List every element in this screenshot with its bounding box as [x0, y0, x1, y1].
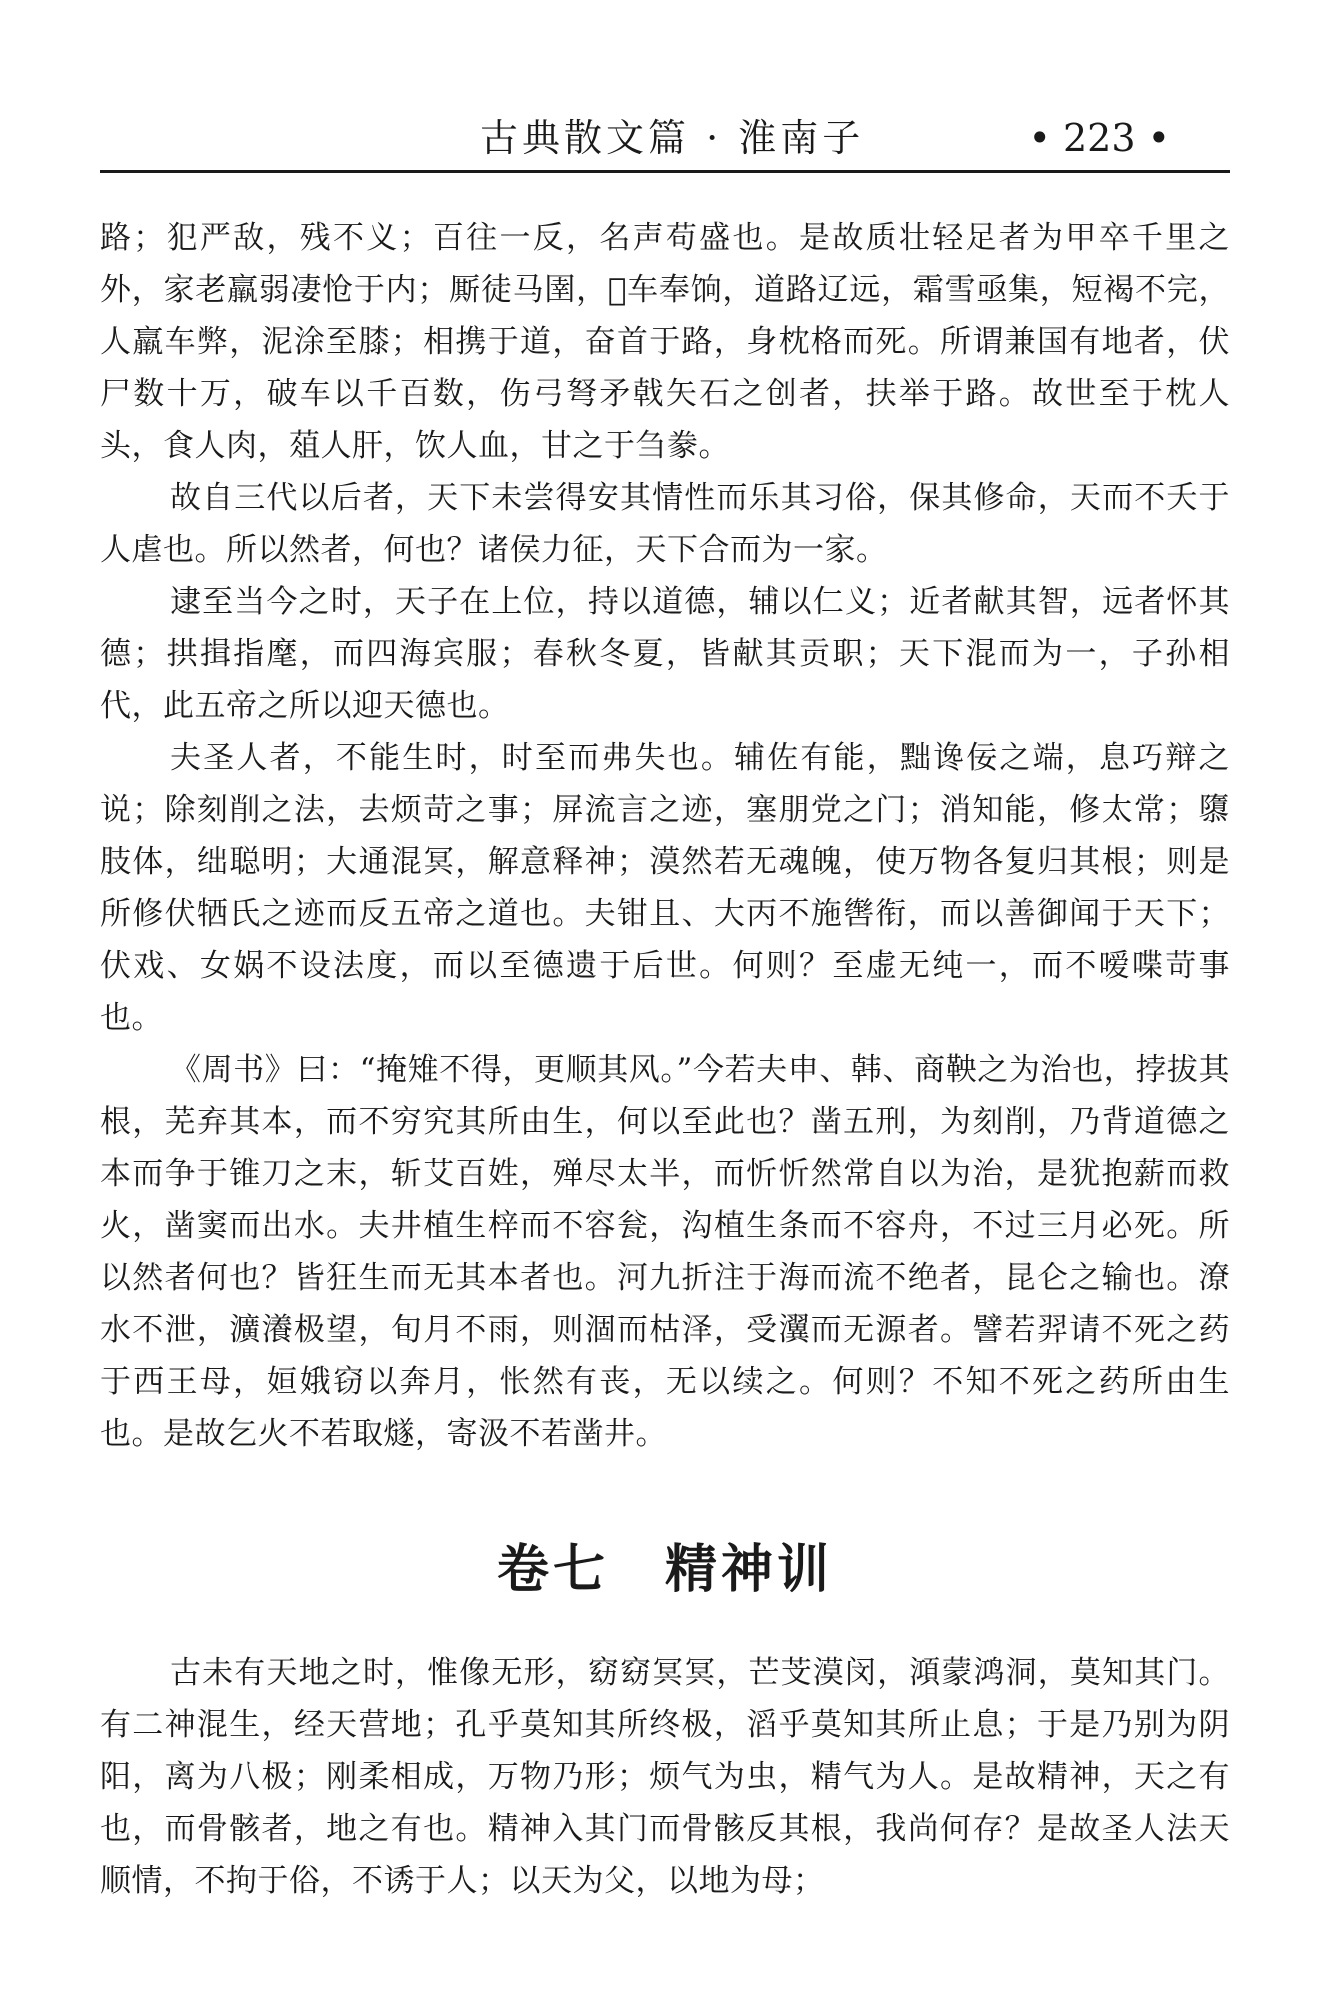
- running-header-title: 古典散文篇 · 淮南子: [480, 116, 865, 160]
- paragraph: 古未有天地之时，惟像无形，窈窈冥冥，芒芠漠闵，澒蒙鸿洞，莫知其门。有二神混生，经天营地；孔乎莫知其所终极，滔乎莫知其所止息；于是乃别为阴阳，离为八极；刚柔相成，万物乃形；烦气为虫，精气为人。是故精神，天之有也，而骨骸者，地之有也。精神入其门而骨骸反其根，我尚何存？是故圣人法天顺情，不拘于俗，不诱于人；以天为父，以地为母；: [100, 1655, 1230, 1899]
- paragraph: 故自三代以后者，天下未尝得安其情性而乐其习俗，保其修命，天而不夭于人虐也。所以然者，何也？诸侯力征，天下合而为一家。: [100, 480, 1230, 568]
- main-text: [100, 212, 1230, 1460]
- paragraph: 路；犯严敌，残不义；百往一反，名声苟盛也。是故质壮轻足者为甲卒千里之外，家老羸弱凄怆于内；厮徒马圉，𫐌车奉饷，道路辽远，霜雪亟集，短褐不完，人羸车弊，泥涂至膝；相携于道，奋首于路，身枕格而死。所谓兼国有地者，伏尸数十万，破车以千百数，伤弓弩矛戟矢石之创者，扶举于路。故世至于枕人头，食人肉，葅人肝，饮人血，甘之于刍豢。: [100, 220, 1230, 464]
- running-header: [100, 108, 1230, 168]
- chapter-title: 卷七 精神训: [496, 1540, 833, 1600]
- paragraph: 夫圣人者，不能生时，时至而弗失也。辅佐有能，黜谗佞之端，息巧辩之说；除刻削之法，去烦苛之事；屏流言之迹，塞朋党之门；消知能，修太常；隳肢体，绌聪明；大通混冥，解意释神；漠然若无魂魄，使万物各复归其根；则是所修伏牺氏之迹而反五帝之道也。夫钳且、大丙不施辔衔，而以善御闻于天下；伏戏、女娲不设法度，而以至德遗于后世。何则？至虚无纯一，而不嗳喋苛事也。: [100, 740, 1230, 1036]
- book-page: [100, 0, 1230, 1997]
- header-rule: [100, 170, 1230, 173]
- chapter-text: [100, 1647, 1230, 1907]
- paragraph: 逮至当今之时，天子在上位，持以道德，辅以仁义；近者献其智，远者怀其德；拱揖指麾，而四海宾服；春秋冬夏，皆献其贡职；天下混而为一，子孙相代，此五帝之所以迎天德也。: [100, 584, 1230, 724]
- paragraph: 《周书》曰：“掩雉不得，更顺其风。”今若夫申、韩、商鞅之为治也，挬拔其根，芜弃其本，而不穷究其所由生，何以至此也？凿五刑，为刻削，乃背道德之本而争于锥刀之末，斩艾百姓，殚尽太半，而忻忻然常自以为治，是犹抱薪而救火，凿窦而出水。夫井植生梓而不容瓮，沟植生条而不容舟，不过三月必死。所以然者何也？皆狂生而无其本者也。河九折注于海而流不绝者，昆仑之输也。潦水不泄，瀇瀁极望，旬月不雨，则涸而枯泽，受瀷而无源者。譬若羿请不死之药于西王母，姮娥窃以奔月，怅然有丧，无以续之。何则？不知不死之药所由生也。是故乞火不若取燧，寄汲不若凿井。: [100, 1052, 1230, 1452]
- page-number: • 223 •: [1028, 116, 1170, 160]
